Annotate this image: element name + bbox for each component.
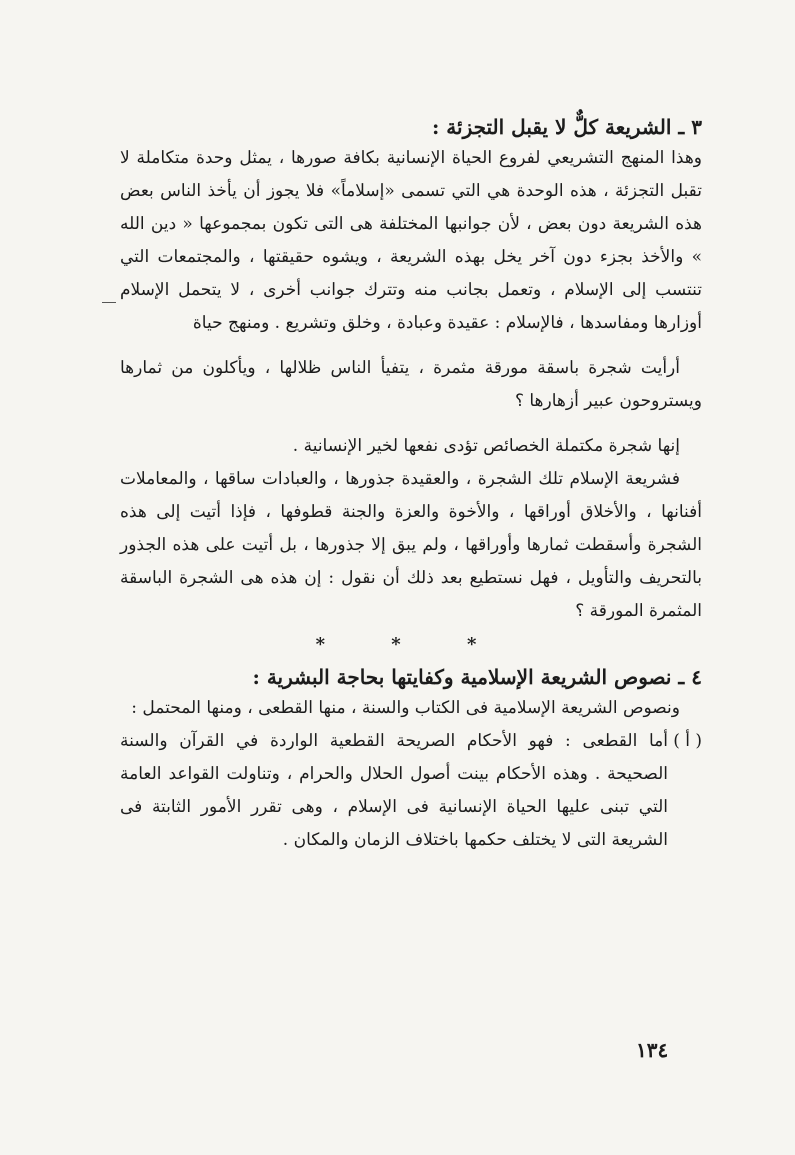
page-number: ١٣٤ <box>636 1038 669 1062</box>
section-separator: * * * <box>315 634 507 655</box>
section-3-heading: ٣ ـ الشريعة كلٌّ لا يقبل التجزئة : <box>431 115 702 139</box>
section-3-paragraph-4: فشريعة الإسلام تلك الشجرة ، والعقيدة جذورها ، والعبادات ساقها ، والمعاملات أفنانها ، والأخلاق أوراقها ، والأخوة والعزة والجنة قطوفها ، فإذا أتيت إلى هذه الشجرة وأسقطت ثمارها وأوراقها ، ولم يبق إلا جذورها ، بل أتيت على هذه الجذور بالتحريف والتأويل ، فهل نستطيع بعد ذلك أن نقول : إن هذه هى الشجرة الباسقة المثمرة المورقة ؟ <box>120 469 702 621</box>
section-4-heading: ٤ ـ نصوص الشريعة الإسلامية وكفايتها بحاجة البشرية : <box>252 665 702 689</box>
section-3-paragraph-2: أرأيت شجرة باسقة مورقة مثمرة ، يتفيأ الناس ظلالها ، ويأكلون من ثمارها ويستروحون عبير أزهارها ؟ <box>120 358 702 411</box>
list-item-a-marker: ( أ ) <box>673 731 702 751</box>
list-item-a <box>120 725 702 857</box>
paragraph-gap <box>120 418 702 430</box>
margin-mark <box>102 302 116 303</box>
section-3-paragraph-3: إنها شجرة مكتملة الخصائص تؤدى نفعها لخير الإنسانية . <box>292 436 680 456</box>
section-4-paragraph-1: ونصوص الشريعة الإسلامية فى الكتاب والسنة ، منها القطعى ، ومنها المحتمل : <box>131 698 680 718</box>
paragraph-gap <box>120 340 702 352</box>
page-content <box>120 112 702 857</box>
section-3-paragraph-1: وهذا المنهج التشريعي لفروع الحياة الإنسانية بكافة صورها ، يمثل وحدة متكاملة لا تقبل التجزئة ، هذه الوحدة هي التي تسمى «إسلاماً» فلا يجوز أن يأخذ الناس بعض هذه الشريعة دون بعض ، لأن جوانبها المختلفة هى التى تكون بمجموعها « دين الله » والأخذ بجزء دون آخر يخل بهذه الشريعة ، ويشوه حقيقتها ، والمجتمعات التي تنتسب إلى الإسلام ، وتعمل بجانب منه وتترك جوانب أخرى ، لا يتحمل الإسلام أوزارها ومفاسدها ، فالإسلام : عقيدة وعبادة ، وخلق وتشريع . ومنهج حياة <box>120 148 702 333</box>
list-item-a-text: أما القطعى : فهو الأحكام الصريحة القطعية الواردة في القرآن والسنة الصحيحة . وهذه الأحكام بينت أصول الحلال والحرام ، وتناولت القواعد العامة التي تبنى عليها الحياة الإنسانية فى الإسلام ، وهى تقرر الأمور الثابتة فى الشريعة التى لا يختلف حكمها باختلاف الزمان والمكان . <box>120 731 668 850</box>
